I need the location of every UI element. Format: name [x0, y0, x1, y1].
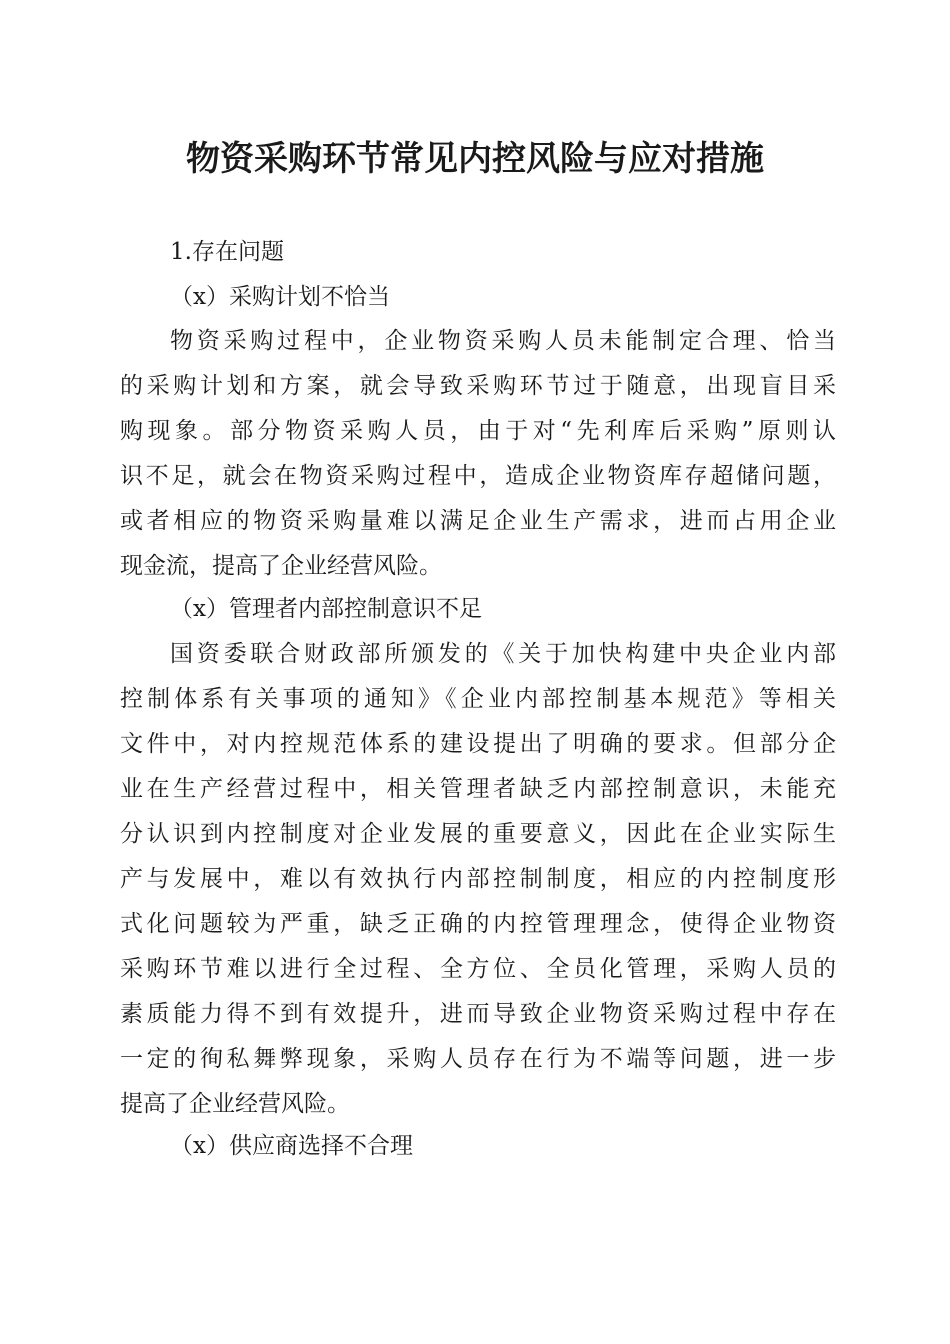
- subsection-heading-internal-control-awareness: （x）管理者内部控制意识不足: [170, 596, 482, 622]
- paragraph-line: 采购环节难以进行全过程、全方位、全员化管理，采购人员的: [120, 956, 836, 982]
- paragraph-line: 的采购计划和方案，就会导致采购环节过于随意，出现盲目采: [120, 373, 836, 399]
- paragraph-line: 现金流，提高了企业经营风险。: [120, 553, 442, 579]
- paragraph-line: 国资委联合财政部所颁发的《关于加快构建中央企业内部: [170, 641, 836, 667]
- paragraph-line: 物资采购过程中，企业物资采购人员未能制定合理、恰当: [170, 328, 836, 354]
- paragraph-line: 式化问题较为严重，缺乏正确的内控管理理念，使得企业物资: [120, 911, 836, 937]
- paragraph-line: 一定的徇私舞弊现象，采购人员存在行为不端等问题，进一步: [120, 1046, 836, 1072]
- paragraph-line: 识不足，就会在物资采购过程中，造成企业物资库存超储问题，: [120, 463, 836, 489]
- section-heading-problems: 1.存在问题: [170, 239, 284, 265]
- paragraph-line: 业在生产经营过程中，相关管理者缺乏内部控制意识，未能充: [120, 776, 836, 802]
- paragraph-line: 控制体系有关事项的通知》《企业内部控制基本规范》等相关: [120, 686, 836, 712]
- subsection-heading-supplier-selection: （x）供应商选择不合理: [170, 1133, 413, 1159]
- paragraph-line: 购现象。部分物资采购人员，由于对“先利库后采购”原则认: [120, 418, 836, 444]
- paragraph-line: 文件中，对内控规范体系的建设提出了明确的要求。但部分企: [120, 731, 836, 757]
- paragraph-line: 提高了企业经营风险。: [120, 1091, 350, 1117]
- paragraph-line: 产与发展中，难以有效执行内部控制制度，相应的内控制度形: [120, 866, 836, 892]
- document-title: 物资采购环节常见内控风险与应对措施: [186, 139, 764, 179]
- paragraph-line: 分认识到内控制度对企业发展的重要意义，因此在企业实际生: [120, 821, 836, 847]
- paragraph-line: 素质能力得不到有效提升，进而导致企业物资采购过程中存在: [120, 1001, 836, 1027]
- subsection-heading-procurement-plan: （x）采购计划不恰当: [170, 284, 390, 310]
- paragraph-line: 或者相应的物资采购量难以满足企业生产需求，进而占用企业: [120, 508, 836, 534]
